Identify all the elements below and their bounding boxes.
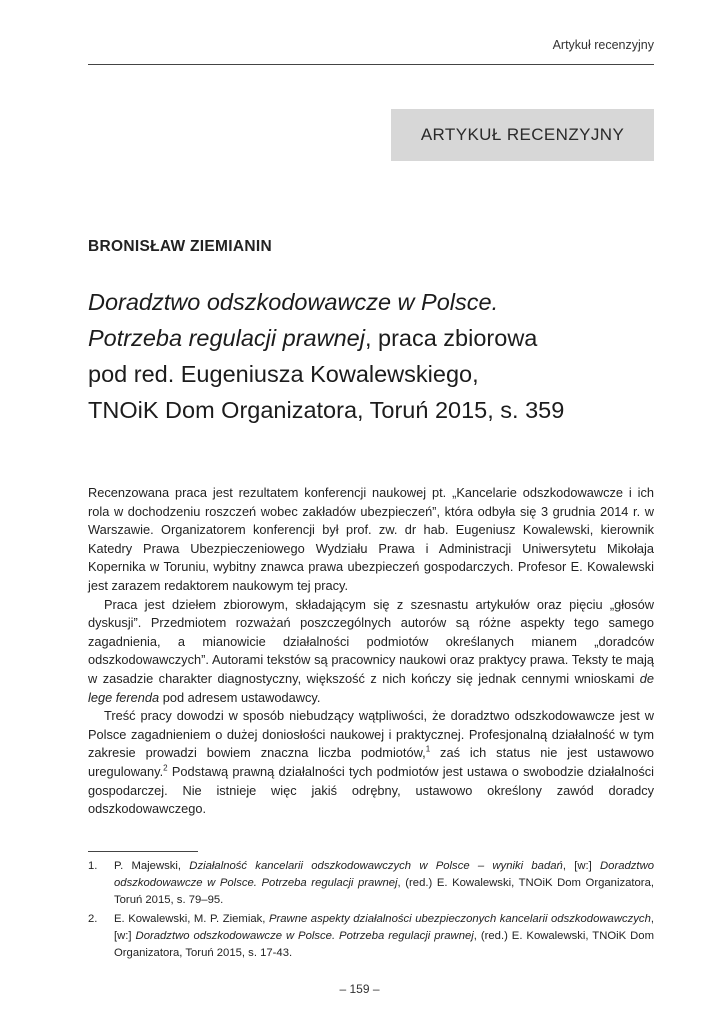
footnote-publication: , (red.) E. Kowalewski, TNOiK Dom Organizatora, Toruń 2015, s. 79–95. bbox=[114, 877, 654, 906]
running-head: Artykuł recenzyjny bbox=[552, 38, 654, 52]
section-label: ARTYKUŁ RECENZYJNY bbox=[420, 125, 625, 144]
footnotes bbox=[88, 858, 654, 964]
body-text bbox=[88, 484, 654, 819]
title-line-2-rest: , praca zbiorowa bbox=[364, 325, 538, 351]
footnote-article-title: Prawne aspekty działalności ubezpieczonych kancelarii odszkodowawczych bbox=[268, 913, 651, 925]
review-title bbox=[88, 284, 648, 428]
footnote-in: , [w:] bbox=[114, 913, 654, 942]
title-line-1: Doradztwo odszkodowawcze w Polsce. bbox=[88, 289, 499, 315]
section-label-box bbox=[391, 109, 654, 161]
author-name: BRONISŁAW ZIEMIANIN bbox=[88, 238, 272, 255]
footnote-number: 2. bbox=[88, 913, 98, 925]
paragraph-2-text-a: Praca jest dziełem zbiorowym, składającym się z szesnastu artykułów oraz pięciu „głosów dyskusji”. Przedmiotem rozważań poszczególnych autorów są różne aspekty tego samego zagadnienia, a mianowicie działalności podmiotów określanych mianem „doradców odszkodowawczych”. Autorami tekstów są pracownicy naukowi oraz praktycy prawa. Teksty te mają w zasadzie charakter diagnostyczny, większość z nich kończy się jednak cennymi wnioskami bbox=[88, 596, 654, 686]
footnote-item bbox=[88, 858, 654, 909]
title-line-3: pod red. Eugeniusza Kowalewskiego, bbox=[88, 361, 479, 387]
paragraph-3-text-c: Podstawą prawną działalności tych podmiotów jest ustawa o swobodzie działalności gospodarczej. Nie istnieje więc jakiś odrębny, ustawowo określony zawód doradcy odszkodowawczego. bbox=[88, 763, 654, 817]
paragraph-3-text-a: Treść pracy dowodzi w sposób niebudzący wątpliwości, że doradztwo odszkodowawcze jest w Polsce zagadnieniem o dużej doniosłości naukowej i praktycznej. Profesjonalną działalność w tym zakresie prowadzi bowiem znaczna liczba podmiotów, bbox=[88, 708, 654, 761]
footnote-text bbox=[114, 858, 654, 909]
footnote-text bbox=[114, 911, 654, 962]
footnote-author: P. Majewski, bbox=[114, 860, 190, 872]
footnote-item bbox=[88, 911, 654, 962]
footnote-ref-1[interactable]: 1 bbox=[425, 745, 431, 755]
page-number: – 159 – bbox=[339, 982, 380, 996]
footnote-ref-2[interactable]: 2 bbox=[163, 763, 168, 773]
footnote-publication: , (red.) E. Kowalewski, TNOiK Dom Organizatora, Toruń 2015, s. 17-43. bbox=[114, 930, 654, 959]
paragraph-3-text-b: zaś ich status nie jest ustawowo uregulowany. bbox=[88, 745, 654, 779]
footnote-article-title: Działalność kancelarii odszkodowawczych w Polsce – wyniki badań bbox=[189, 860, 563, 872]
title-line-4: TNOiK Dom Organizatora, Toruń 2015, s. 359 bbox=[88, 397, 565, 423]
footnote-author: E. Kowalewski, M. P. Ziemiak, bbox=[114, 913, 269, 925]
footnote-book-title: Doradztwo odszkodowawcze w Polsce. Potrzeba regulacji prawnej bbox=[135, 930, 474, 942]
footnote-divider bbox=[88, 851, 198, 852]
paragraph-1: Recenzowana praca jest rezultatem konferencji naukowej pt. „Kancelarie odszkodowawcze i ich rola w dochodzeniu roszczeń wobec zakładów ubezpieczeń”, która odbyła się 3 grudnia 2014 r. w Warszawie. Organizatorem konferencji był prof. zw. dr hab. Eugeniusz Kowalewski, kierownik Katedry Prawa Ubezpieczeniowego Wydziału Prawa i Administracji Uniwersytetu Mikołaja Kopernika w Toruniu, wybitny znawca prawa ubezpieczeń gospodarczych. Profesor E. Kowalewski jest zarazem redaktorem naukowym tej pracy. bbox=[88, 485, 654, 593]
footnote-book-title: Doradztwo odszkodowawcze w Polsce. Potrzeba regulacji prawnej bbox=[114, 860, 655, 889]
paragraph-2-text-b: pod adresem ustawodawcy. bbox=[159, 689, 321, 705]
paragraph-2 bbox=[88, 596, 654, 708]
footnote-number: 1. bbox=[88, 860, 98, 872]
header-divider bbox=[88, 64, 654, 65]
paragraph-3 bbox=[88, 707, 654, 819]
footnote-in: , [w:] bbox=[562, 860, 601, 872]
paragraph-2-latin-phrase: de lege ferenda bbox=[88, 670, 654, 705]
title-line-2-italic: Potrzeba regulacji prawnej bbox=[88, 325, 365, 351]
